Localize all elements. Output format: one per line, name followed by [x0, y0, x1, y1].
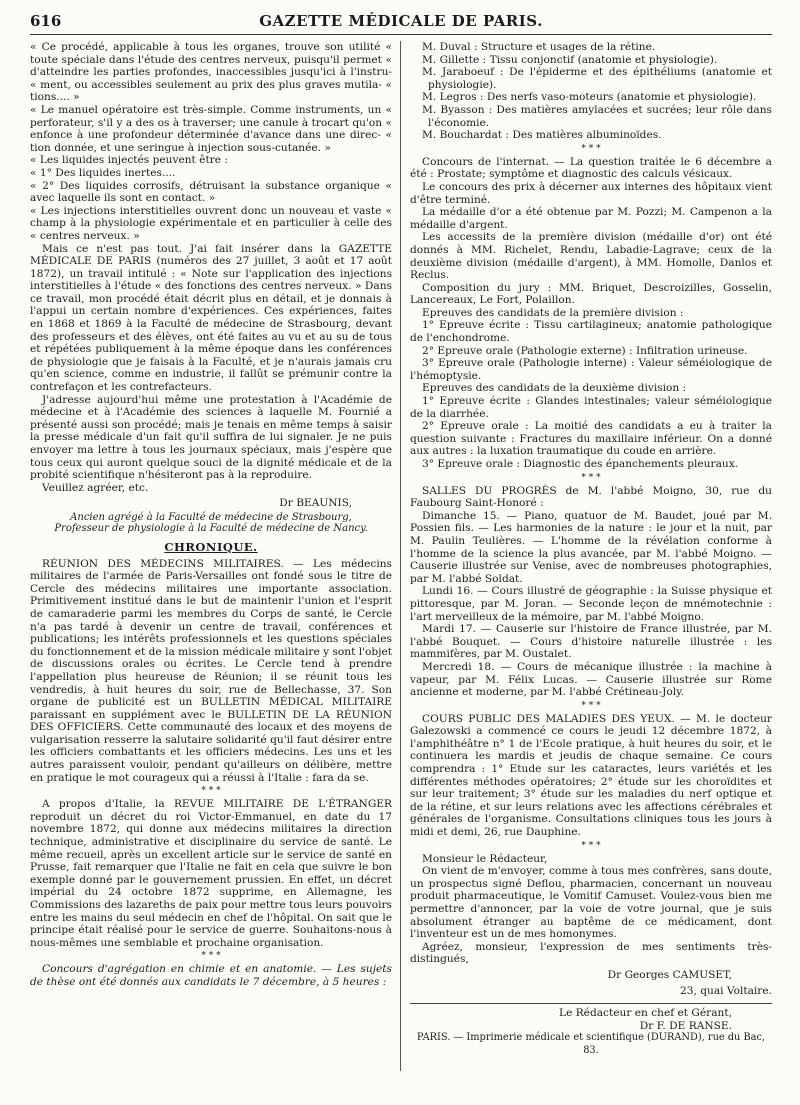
list-item: Mardi 17. — Causerie sur l'histoire de France illustrée, par M. l'abbé Bouquet. — Cours d'histoire naturelle illustrée : les mammifères, par M. Oustalet.	[410, 623, 772, 661]
left-column	[30, 41, 392, 1093]
separator-stars: * * *	[201, 786, 221, 797]
paragraph: Concours d'agrégation en chimie et en anatomie. — Les sujets de thèse ont été donnés aux candidats le 7 décembre, à 5 heures :	[30, 963, 392, 988]
thesis-item: M. Jaraboeuf : De l'épiderme et des épithéliums (anatomie et physiologie).	[422, 66, 772, 91]
paragraph: Concours de l'internat. — La question traitée le 6 décembre a été : Prostate; symptôme et diagnostic des calculs vésicaux.	[410, 155, 772, 181]
running-head	[30, 10, 772, 35]
section-heading: CHRONIQUE.	[164, 539, 258, 554]
thesis-item: M. Legros : Des nerfs vaso-moteurs (anatomie et physiologie).	[422, 91, 757, 104]
page-number: 616	[30, 12, 62, 30]
paragraph: Mais ce n'est pas tout. J'ai fait insérer dans la GAZETTE MÉDICALE DE PARIS (numéros des 27 juillet, 3 août et 17 août 1872), un travail intitulé : « Note sur l'application des injections interstitielles à l'étude « des fonctions des centres nerveux. » Dans ce travail, mon procédé était décrit plus en détail, et je donnais à l'appui un certain nombre d'expériences. Ces expériences, faites en 1868 et 1869 à la Faculté de médecine de Strasbourg, devant des professeurs et des élèves, ont été faites au vu et au su de tous et répétées publiquement à la même époque dans les conférences de physiologie que je faisais à la Faculté, et je n'aurais jamais cru qu'en science, comme en industrie, il fallût se prémunir contre la contrefaçon et les contrefacteurs.	[30, 242, 392, 394]
editor-block	[410, 1003, 772, 1057]
editor-line: Le Rédacteur en chef et Gérant,	[559, 1007, 732, 1020]
paragraph: Veuillez agréer, etc.	[42, 481, 149, 494]
quote-line: « 1° Des liquides inertes....	[30, 166, 176, 179]
quote-line: « 2° Des liquides corrosifs, détruisant la substance organique « avec laquelle ils sont en contact. »	[30, 179, 392, 205]
signature-title: Ancien agrégé à la Faculté de médecine de Strasbourg,	[70, 511, 352, 523]
paragraph: Composition du jury : MM. Briquet, Descroizilles, Gosselin, Lancereaux, Le Fort, Polaillon.	[410, 281, 772, 307]
list-item: Lundi 16. — Cours illustré de géographie : la Suisse physique et pittoresque, par M. Joran. — Seconde leçon de mnémotechnie : l'art merveilleux de la mémoire, par M. l'abbé Moigno.	[410, 585, 772, 623]
separator-stars: * * *	[581, 840, 601, 851]
signature-address: 23, quai Voltaire.	[680, 984, 772, 997]
list-item: 2° Epreuve orale : La moitié des candidats a eu à traiter la question suivante : Fractures du maxillaire inférieur. On a donné aux autres : la luxation traumatique du coude en arrière.	[410, 420, 772, 458]
thesis-item: M. Byasson : Des matières amylacées et sucrées; leur rôle dans l'économie.	[422, 103, 772, 129]
thesis-item: M. Duval : Structure et usages de la rétine.	[422, 41, 656, 53]
editor-name: Dr F. DE RANSE.	[639, 1019, 732, 1032]
paragraph: COURS PUBLIC DES MALADIES DES YEUX. — M. le docteur Galezowski a commencé ce cours le jeudi 12 décembre 1872, à l'amphithéâtre n° 1 de l'Ecole pratique, à huit heures du soir, et le continuera les mardis et jeudis de chaque semaine. Ce cours comprendra : 1° Etude sur les cataractes, leurs variétés et les différentes méthodes opératoires; 2° étude sur les choroïdites et sur leur traitement; 3° étude sur les maladies du nerf optique et de la rétine, et sur leurs relations avec les affections cérébrales et générales de l'organisme. Consultations cliniques tous les jours à midi et demi, 26, rue Dauphine.	[410, 712, 772, 839]
thesis-item: M. Gillette : Tissu conjonctif (anatomie et physiologie).	[422, 53, 718, 66]
signature-title: Professeur de physiologie à la Faculté de médecine de Nancy.	[54, 523, 368, 535]
paragraph: Epreuves des candidats de la première division :	[422, 306, 684, 319]
paragraph: A propos d'Italie, la REVUE MILITAIRE DE L'ÉTRANGER reproduit un décret du roi Victor-Emmanuel, en date du 17 novembre 1872, qui donne aux médecins militaires la direction technique, administrative et disciplinaire du service de santé. Le même recueil, après un excellent article sur le service de santé en Prusse, fait remarquer que l'Italie ne fait en cela que suivre le bon exemple donné par le gouvernement prussien. En effet, un décret impérial du 24 octobre 1872 supprime, en Allemagne, les Commissions des lazareths de paix pour mettre tous leurs pouvoirs entre les mains du seul médecin en chef de l'hôpital. On sait que le principe était réalisé pour le service de guerre. Souhaitons-nous à nous-mêmes une semblable et prochaine organisation.	[30, 798, 392, 949]
paragraph: On vient de m'envoyer, comme à tous mes confrères, sans doute, un prospectus signé Deflou, pharmacien, concernant un nouveau produit pharmaceutique, le Vomitif Camuset. Voulez-vous bien me permettre d'annoncer, par la voie de votre journal, que je suis absolument étranger au baptême de ce médicament, dont l'inventeur est un de mes homonymes.	[410, 865, 772, 941]
separator-stars: * * *	[581, 700, 601, 711]
paragraph: SALLES DU PROGRÈS de M. l'abbé Moigno, 30, rue du Faubourg Saint-Honoré :	[410, 484, 772, 510]
quote-line: « Les injections interstitielles ouvrent donc un nouveau et vaste « champ à la physiologie expérimentale et en particulier à celle des « centres nerveux. »	[30, 204, 392, 242]
thesis-item: M. Bouchardat : Des matières albuminoïdes.	[422, 129, 662, 142]
paragraph: Les accessits de la première division (médaille d'or) ont été donnés à MM. Richelet, Rendu, Labadie-Lagrave; ceux de la deuxième division (médaille d'argent), à MM. Homolle, Danlos et Reclus.	[410, 231, 772, 282]
signature: Dr BEAUNIS,	[279, 497, 352, 510]
right-column	[410, 41, 772, 1093]
paragraph: Agréez, monsieur, l'expression de mes sentiments très-distingués,	[410, 940, 772, 966]
list-item: 3° Epreuve orale (Pathologie interne) : Valeur séméiologique de l'hémoptysie.	[410, 357, 772, 382]
paragraph: Le concours des prix à décerner aux internes des hôpitaux vient d'être terminé.	[410, 180, 772, 206]
list-item: 1° Epreuve écrite : Glandes intestinales; valeur séméiologique de la diarrhée.	[410, 395, 772, 420]
paragraph: J'adresse aujourd'hui même une protestation à l'Académie de médecine et à l'Académie des sciences à laquelle M. Fournié a présenté aussi son procédé; mais je tenais en même temps à saisir la presse médicale d'un fait qu'il suffira de lui signaler. Je ne puis envoyer ma lettre à tous les journaux spéciaux, mais j'espère que tous ceux qui auront quelque souci de la dignité médicale et de la probité scientifique n'hésiteront pas à la reproduire.	[30, 393, 392, 482]
printer-imprint: PARIS. — Imprimerie médicale et scientifique (DURAND), rue du Bac, 83.	[416, 1032, 766, 1056]
list-item: Dimanche 15. — Piano, quatuor de M. Baudet, joué par M. Possien fils. — Les harmonies de la nature : le jour et la nuit, par M. Paulin Teulières. — L'homme de la révélation conforme à l'homme de la science la plus avancée, par M. l'abbé Moigno. — Causerie illustrée sur Venise, avec de nombreuses photographies, par M. l'abbé Soldat.	[410, 509, 772, 585]
columns	[30, 41, 772, 1093]
separator-stars: * * *	[581, 143, 601, 154]
list-item: Mercredi 18. — Cours de mécanique illustrée : la machine à vapeur, par M. Félix Lucas. — Causerie illustrée sur Rome ancienne et moderne, par M. l'abbé Crétineau-Joly.	[410, 660, 772, 699]
letter-salutation: Monsieur le Rédacteur,	[422, 852, 548, 865]
separator-stars: * * *	[201, 951, 221, 962]
separator-stars: * * *	[581, 472, 601, 483]
journal-title: GAZETTE MÉDICALE DE PARIS.	[259, 12, 543, 30]
paragraph: RÉUNION DES MÉDECINS MILITAIRES. — Les médecins militaires de l'armée de Paris-Versailles ont fondé sous le titre de Cercle des médecins militaires une importante association. Primitivement institué dans le but de maintenir l'union et l'esprit de camaraderie parmi les membres du Corps de santé, le Cercle n'a pas tardé à devenir un centre de travail, conférences et publications; les intérêts professionnels et les questions spéciales du fonctionnement et de la mission médicale militaire y sont l'objet de discussions orales ou écrites. Le Cercle tend à prendre l'appellation plus heureuse de Réunion; il se réunit tous les vendredis, à huit heures du soir, rue de Bellechasse, 37. Son organe de publicité est un BULLETIN MÉDICAL MILITAIRE paraissant en supplément avec le BULLETIN DE LA RÉUNION DES OFFICIERS. Cette communauté des locaux et des moyens de vulgarisation resserre la salutaire solidarité qu'il faut désirer entre les officiers combattants et les officiers médecins. Les uns et les autres paraissent vouloir, pendant qu'ailleurs on délibère, mettre en pratique le mot courageux qui a réussi à l'Italie : fara da se.	[30, 557, 392, 784]
paragraph: La médaille d'or a été obtenue par M. Pozzi; M. Campenon a la médaille d'argent.	[410, 206, 772, 231]
signature: Dr Georges CAMUSET,	[607, 968, 732, 981]
list-item: 2° Epreuve orale (Pathologie externe) : Infiltration urineuse.	[422, 344, 748, 357]
quote-line: « Ce procédé, applicable à tous les organes, trouve son utilité « toute spéciale dans l'étude des centres nerveux, puisqu'il permet « d'atteindre les parties profondes, inaccessibles jusqu'ici à l'instru- « ment, ou accessibles seulement au prix des plus graves mutila- « tions.... »	[30, 41, 392, 104]
quote-line: « Le manuel opératoire est très-simple. Comme instruments, un « perforateur, s'il y a des os à traverser; une canule à trocart qu'on « enfonce à une profondeur déterminée d'avance dans une direc- « tion donnée, et une seringue à injection sous-cutanée. »	[30, 103, 392, 154]
list-item: 1° Epreuve écrite : Tissu cartilagineux; anatomie pathologique de l'enchondrome.	[410, 319, 772, 345]
paragraph: Epreuves des candidats de la deuxième division :	[422, 382, 687, 395]
quote-line: « Les liquides injectés peuvent être :	[30, 154, 228, 167]
list-item: 3° Epreuve orale : Diagnostic des épanchements pleuraux.	[422, 458, 739, 470]
